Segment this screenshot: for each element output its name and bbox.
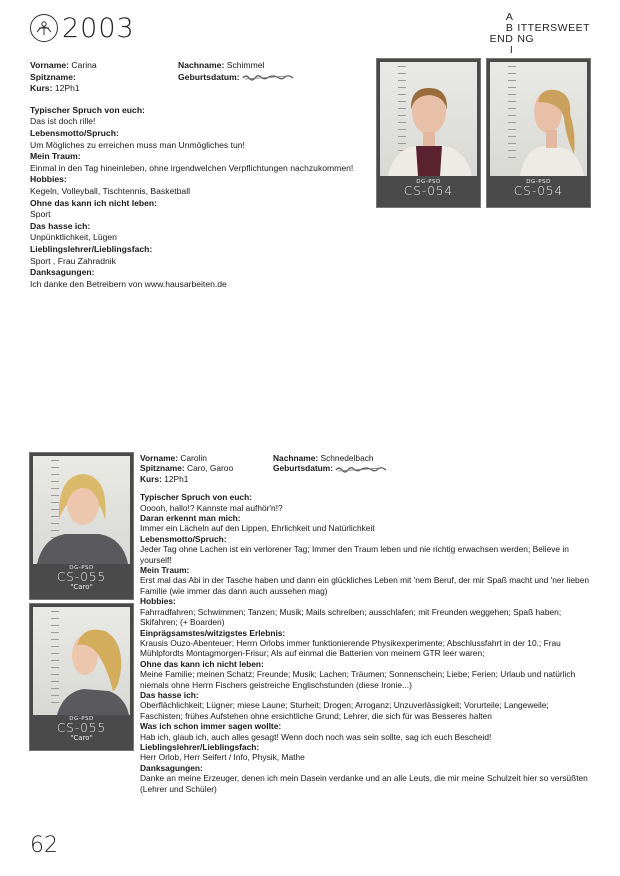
photo-profile-carolin xyxy=(29,603,134,751)
kurs-label: Kurs: xyxy=(30,83,53,94)
vorname-label: Vorname: xyxy=(140,453,179,463)
spitzname-label: Spitzname: xyxy=(30,71,76,82)
photo-caption: DG-PSD CS-054 xyxy=(403,179,454,198)
qa-item: Lieblingslehrer/Lieblingsfach: Herr Orlob, Herr Seifert / Info, Physik, Mathe xyxy=(140,741,305,763)
vorname-value: Carina xyxy=(71,60,97,70)
profile-carina xyxy=(30,60,360,290)
qa-item: Lebensmotto/Spruch: Jeder Tag ohne Lachen ist ein verlorener Tag; Immer den Traum leben und nie richtig erwachsen werden; Believe in yourself! xyxy=(140,533,569,565)
year-title: 2003 xyxy=(62,12,135,44)
qa-item: Typischer Spruch von euch: Das ist doch rille! xyxy=(30,104,145,127)
portrait-side-figure xyxy=(490,62,587,176)
qa-item: Mein Traum: Einmal in den Tag hineinleben, ohne irgendwelchen Verpflichtungen nachzukommen! xyxy=(30,151,354,173)
photo-caption: DG-PSD CS-055 "Caro" xyxy=(56,716,107,742)
qa-list xyxy=(30,105,360,291)
vorname-value: Carolin xyxy=(180,453,207,463)
photo-caption: DG-PSD CS-055 "Caro" xyxy=(56,565,107,591)
motto-a: A xyxy=(505,11,514,23)
redacted-birthdate-scribble xyxy=(335,465,387,473)
photo-front-carina xyxy=(376,58,481,208)
qa-item: Danksagungen: Ich danke den Betreibern von www.hausarbeiten.de xyxy=(30,267,227,289)
spitzname-label: Spitzname: xyxy=(140,463,185,474)
qa-item: Das hasse ich: Oberflächlichkeit; Lügner; miese Laune; Sturheit; Drogen; Arroganz; Unzuverlässigkeit; Vorurteile; Langeweile; Faschisten; frühes Aufstehen ohne ersichtliche Grund; Lehrer, die sich für was Besseres halten xyxy=(140,689,549,721)
motto-ng: NG xyxy=(517,33,535,45)
qa-item: Hobbies: Kegeln, Volleyball, Tischtennis, Basketball xyxy=(30,174,191,196)
kurs-label: Kurs: xyxy=(140,473,162,484)
qa-item: Das hasse ich: Unpünktlichkeit, Lügen xyxy=(30,220,117,243)
nachname-label: Nachname: xyxy=(178,60,225,70)
motto-b-rest: ITTERSWEET xyxy=(517,22,590,34)
motto-heading xyxy=(483,12,590,56)
qa-item: Typischer Spruch von euch: Ooooh, hallo!? Kannste mal aufhör'n!? xyxy=(140,492,283,513)
qa-item: Einprägsamstes/witzigstes Erlebnis: Krausis Ouzo-Abenteuer; Herrn Orlobs immer funktionierende Physikexperimente; Abschlussfahrt in der 10.; Frau Mühlpfordts Montagmorgen-Frisur; Als auf einmal die Batterien von meinem GTR leer waren; xyxy=(140,627,561,659)
page-number: 62 xyxy=(30,833,58,858)
qa-item: Danksagungen: Danke an meine Erzeuger, denen ich mein Dasein verdanke und an alle Leuts, die mir meine Schulzeit hier so versüßten (Lehrer und Schüler) xyxy=(140,762,588,794)
qa-item: Ohne das kann ich nicht leben: Meine Familie; meinen Schatz; Freunde; Musik; Lachen; Träumen; Sonnenschein; Liebe; Ferien; Urlaub und natürlich niemals ohne Herrn Fischers geistreiche Englischstunden (diese Ironie...) xyxy=(140,658,576,690)
spitzname-value: Caro, Garoo xyxy=(187,463,234,474)
qa-item: Lebensmotto/Spruch: Um Mögliches zu erreichen muss man Unmögliches tun! xyxy=(30,127,245,150)
photo-caption: DG-PSD CS-054 xyxy=(513,179,564,198)
nachname-value: Schnedelbach xyxy=(320,453,374,463)
nachname-label: Nachname: xyxy=(273,453,319,463)
kurs-value: 12Ph1 xyxy=(54,83,80,94)
qa-item: Ohne das kann ich nicht leben: Sport xyxy=(30,197,158,220)
kurs-value: 12Ph1 xyxy=(164,473,189,484)
qa-item: Mein Traum: Erst mal das Abi in der Tasche haben und dann ein glückliches Leben mit 'nem Beruf, der mir Spaß macht und 'ner lieben Familie (wie immer das dann auch aussehen mag) xyxy=(140,565,590,596)
yearbook-logo xyxy=(30,14,135,42)
geburtsdatum-label: Geburtsdatum: xyxy=(273,463,334,474)
motto-end: END I xyxy=(489,33,514,56)
qa-item: Daran erkennt man mich: Immer ein Lächeln auf den Lippen, Ehrlichkeit und Natürlichkeit xyxy=(140,513,375,534)
redacted-birthdate-scribble xyxy=(242,73,294,81)
portrait-side-figure xyxy=(33,607,130,715)
profile-carolin xyxy=(140,453,590,794)
qa-item: Hobbies: Fahrradfahren; Schwimmen; Tanzen; Musik; Mails schreiben; ausschlafen; mit Freunden weggehen; Spaß haben; Skifahren; (+ Boarden) xyxy=(140,596,562,628)
nachname-value: Schimmel xyxy=(226,60,265,70)
qa-item: Lieblingslehrer/Lieblingsfach: Sport , Frau Zahradnik xyxy=(30,243,153,266)
portrait-front-figure xyxy=(380,62,477,176)
photo-profile-carina xyxy=(486,58,591,208)
vorname-label: Vorname: xyxy=(30,60,69,70)
photo-front-carolin xyxy=(29,452,134,600)
motto-b: B xyxy=(505,22,514,34)
geburtsdatum-label: Geburtsdatum: xyxy=(178,71,240,82)
emblem-icon xyxy=(30,14,58,42)
portrait-front-figure xyxy=(33,456,130,564)
qa-item: Was ich schon immer sagen wollte: Hab ich, glaub ich, auch alles gesagt! Wenn doch noch was sein sollte, sag ich euch Bescheid! xyxy=(140,721,492,742)
qa-list xyxy=(140,492,590,794)
